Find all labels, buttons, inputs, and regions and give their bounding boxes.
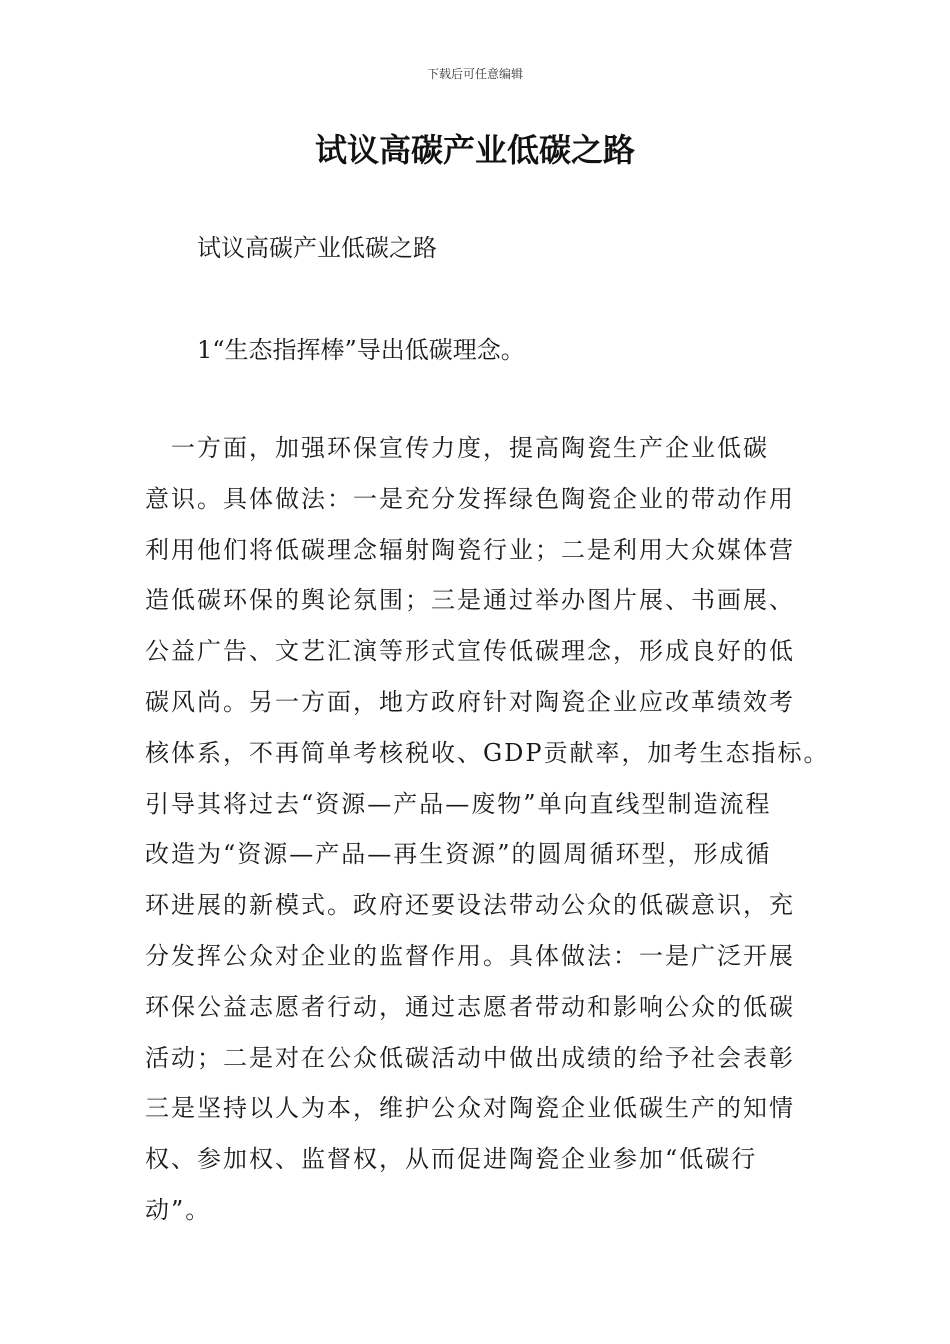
paragraph-line: 核体系，不再简单考核税收、GDP贡献率，加考生态指标。	[145, 738, 830, 767]
document-subtitle: 试议高碳产业低碳之路	[197, 234, 437, 262]
paragraph-line: 公益广告、文艺汇演等形式宣传低碳理念，形成良好的低	[145, 637, 795, 666]
paragraph-line: 造低碳环保的舆论氛围；三是通过举办图片展、书画展、	[145, 586, 795, 615]
paragraph-line: 意识。具体做法：一是充分发挥绿色陶瓷企业的带动作用	[145, 484, 795, 513]
paragraph-line: 动”。	[145, 1195, 212, 1224]
paragraph-line: 利用他们将低碳理念辐射陶瓷行业；二是利用大众媒体营	[145, 535, 795, 564]
body-paragraph	[145, 423, 830, 1236]
paragraph-line: 分发挥公众对企业的监督作用。具体做法：一是广泛开展	[145, 941, 795, 970]
document-title: 试议高碳产业低碳之路	[314, 131, 635, 169]
paragraph-line: 改造为“资源—产品—再生资源”的圆周循环型，形成循	[145, 840, 772, 869]
page-header-note: 下载后可任意编辑	[426, 67, 523, 81]
paragraph-line: 权、参加权、监督权，从而促进陶瓷企业参加“低碳行	[145, 1145, 758, 1174]
paragraph-line: 一方面，加强环保宣传力度，提高陶瓷生产企业低碳	[145, 434, 769, 462]
paragraph-line: 碳风尚。另一方面，地方政府针对陶瓷企业应改革绩效考	[145, 687, 795, 716]
paragraph-line: 环保公益志愿者行动，通过志愿者带动和影响公众的低碳	[145, 992, 795, 1021]
paragraph-line: 引导其将过去“资源—产品—废物”单向直线型制造流程	[145, 789, 772, 818]
paragraph-line: 环进展的新模式。政府还要设法带动公众的低碳意识，充	[145, 891, 795, 920]
paragraph-line: 三是坚持以人为本，维护公众对陶瓷企业低碳生产的知情	[145, 1094, 795, 1123]
section-heading: 1“生态指挥棒”导出低碳理念。	[197, 336, 525, 364]
paragraph-line: 活动；二是对在公众低碳活动中做出成绩的给予社会表彰	[145, 1043, 795, 1072]
